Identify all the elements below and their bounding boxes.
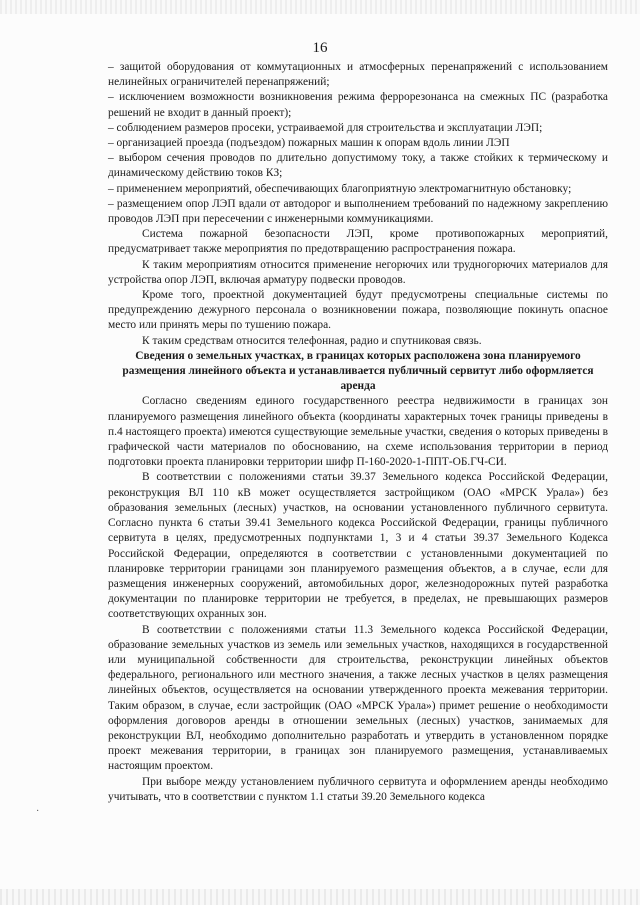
bullet-paragraph: – применением мероприятий, обеспечивающих благоприятную электромагнитную обстановку; (108, 182, 572, 195)
bullet-paragraph: – соблюдением размеров просеки, устраиваемой для строительства и эксплуатации ЛЭП; (108, 121, 543, 134)
bullet-paragraph: – организацией проезда (подъездом) пожарных машин к опорам вдоль линии ЛЭП (108, 137, 510, 150)
body-paragraph: Система пожарной безопасности ЛЭП, кроме противопожарных мероприятий, предусматривает также мероприятия по предотвращению распространения пожара. (108, 228, 608, 256)
margin-mark: · (36, 806, 40, 817)
body-paragraph: К таким мероприятиям относится применение негорючих или трудногорючих материалов для устройства опор ЛЭП, включая арматуру подвески проводов. (108, 258, 608, 286)
bullet-paragraph: – выбором сечения проводов по длительно допустимому току, а также стойких к термическому и динамическому действию токов КЗ; (108, 152, 608, 180)
section-heading: Сведения о земельных участках, в границах которых расположена зона планируемого размещения линейного объекта и устанавливается публичный сервитут либо оформляется аренда (122, 349, 594, 393)
document-body (108, 60, 608, 805)
scan-edge-bottom (0, 889, 640, 905)
body-paragraph: Согласно сведениям единого государственного реестра недвижимости в границах зон планируемого размещения линейного объекта (координаты характерных точек границы приведены в п.4 настоящего проекта) имеются существующие земельные участки, сведения о которых приведены в графической части материалов по обоснованию, на схеме использования территории в период подготовки проекта планировки территории шифр П-160-2020-1-ППТ-ОБ.ГЧ-СИ. (108, 395, 608, 469)
body-paragraph: В соответствии с положениями статьи 39.37 Земельного кодекса Российской Федерации, реконструкция ВЛ 110 кВ может осуществляется застройщиком (ОАО «МРСК Урала») без образования земельных (лесных) участков, на основании установленного публичного сервитута. Согласно пункта 6 статьи 39.41 Земельного кодекса Российской Федерации, границы публичного сервитута в целях, предусмотренных подпунктами 1, 3 и 4 статьи 39.37 Земельного Кодекса Российской Федерации, определяются в соответствии с установленными документацией по планировке территории границами зон планируемого размещения объектов, а в случае, если для размещения инженерных сооружений, автомобильных дорог, железнодорожных путей разработка документации по планировке территории не требуется, в пределах, не превышающих размеров соответствующих охранных зон. (108, 471, 608, 621)
bullet-paragraph: – защитой оборудования от коммутационных и атмосферных перенапряжений с использованием нелинейных ограничителей перенапряжений; (108, 61, 608, 89)
body-paragraph: В соответствии с положениями статьи 11.3 Земельного кодекса Российской Федерации, образование земельных участков из земель или земельных участков, находящихся в государственной или муниципальной собственности для строительства, реконструкции линейных объектов федерального, регионального или местного значения, а также лесных участков в целях размещения линейных объектов, осуществляется на основании утвержденного проекта межевания территории. Таким образом, в случае, если застройщик (ОАО «МРСК Урала») примет решение о необходимости оформления договоров аренды в отношении земельных (лесных) участков, занимаемых для реконструкции ВЛ, необходимо дополнительно разработать и утвердить в установленном порядке проект межевания территории, в границах зон планируемого размещения, устанавливаемых настоящим проектом. (108, 623, 608, 773)
scan-edge-top (0, 0, 640, 14)
body-paragraph: Кроме того, проектной документацией будут предусмотрены специальные системы по предупреждению дежурного персонала о возникновении пожара, позволяющие покинуть опасное место или принять меры по тушению пожара. (108, 289, 608, 332)
page-number: 16 (312, 40, 328, 56)
body-paragraph: При выборе между установлением публичного сервитута и оформлением аренды необходимо учитывать, что в соответствии с пунктом 1.1 статьи 39.20 Земельного кодекса (108, 775, 608, 803)
body-paragraph: К таким средствам относится телефонная, радио и спутниковая связь. (142, 334, 482, 347)
bullet-paragraph: – размещением опор ЛЭП вдали от автодорог и выполнением требований по надежному закреплению проводов ЛЭП при пересечении с инженерными коммуникациями. (108, 197, 608, 226)
bullet-paragraph: – исключением возможности возникновения режима феррорезонанса на смежных ПС (разработка решений не входит в данный проект); (108, 91, 608, 119)
